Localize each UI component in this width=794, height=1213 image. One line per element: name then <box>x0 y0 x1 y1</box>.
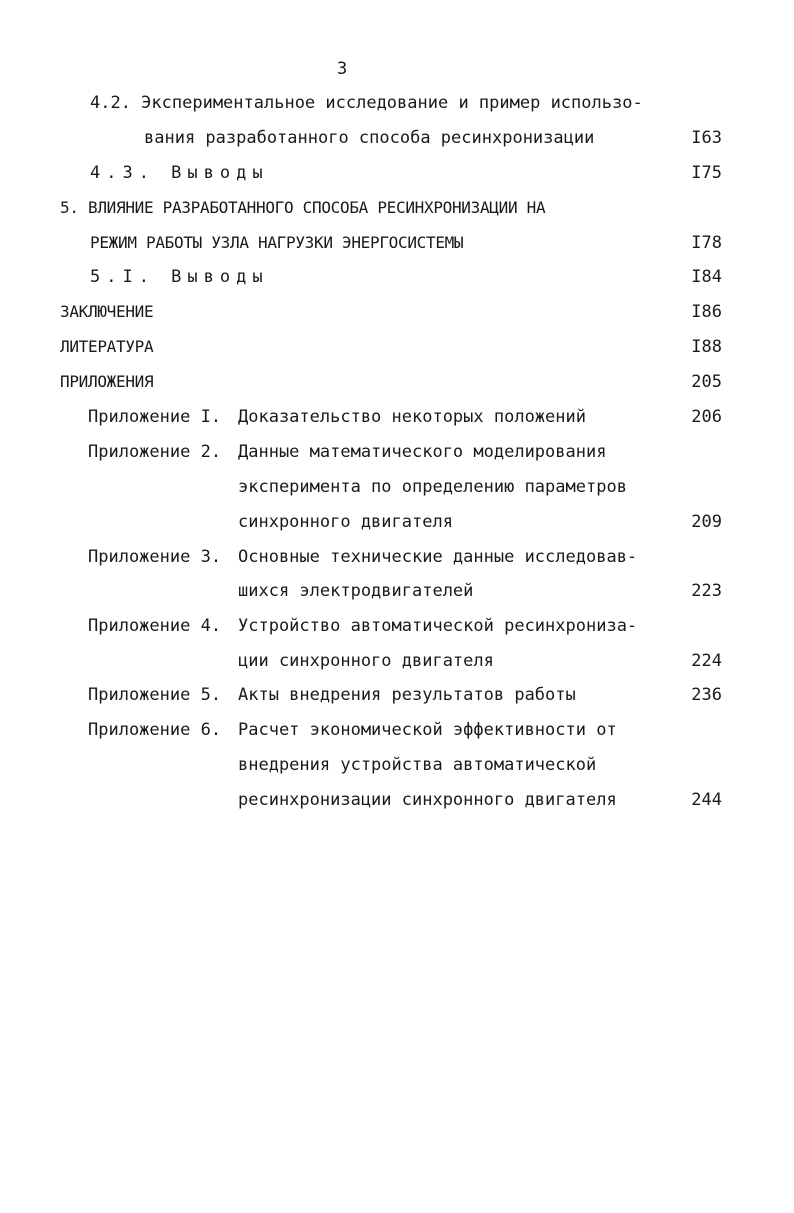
appendix-4-line1: Устройство автоматической ресинхрониза- <box>238 616 638 636</box>
toc-entry-4-2-page: I63 <box>691 128 722 148</box>
appendix-6-line3: ресинхронизации синхронного двигателя <box>238 790 617 810</box>
page-number: 3 <box>337 59 348 79</box>
toc-entry-5-page: I78 <box>691 233 722 253</box>
appendix-1-label: Приложение I. <box>88 407 222 427</box>
toc-entry-5-line2: РЕЖИМ РАБОТЫ УЗЛА НАГРУЗКИ ЭНЕРГОСИСТЕМЫ <box>90 233 464 252</box>
appendix-2-line3: синхронного двигателя <box>238 512 453 532</box>
appendix-5-page: 236 <box>691 685 722 705</box>
toc-entry-literature-page: I88 <box>691 337 722 357</box>
toc-entry-literature: ЛИТЕРАТУРА <box>60 337 154 356</box>
toc-entry-5-line1: 5. ВЛИЯНИЕ РАЗРАБОТАННОГО СПОСОБА РЕСИНХРОНИЗАЦИИ НА <box>60 198 546 217</box>
toc-entry-5-1-page: I84 <box>691 267 722 287</box>
appendix-5-label: Приложение 5. <box>88 685 222 705</box>
appendix-6-label: Приложение 6. <box>88 720 222 740</box>
toc-entry-appendices: ПРИЛОЖЕНИЯ <box>60 372 154 391</box>
toc-entry-conclusion-page: I86 <box>691 302 722 322</box>
toc-entry-4-3-page: I75 <box>691 163 722 183</box>
appendix-4-page: 224 <box>691 651 722 671</box>
appendix-3-label: Приложение 3. <box>88 547 222 567</box>
appendix-3-line1: Основные технические данные исследовав- <box>238 547 638 567</box>
appendix-2-line1: Данные математического моделирования <box>238 442 607 462</box>
toc-entry-4-2-line1: 4.2. Экспериментальное исследование и пример использо- <box>90 93 643 113</box>
appendix-1-line1: Доказательство некоторых положений <box>238 407 586 427</box>
appendix-6-page: 244 <box>691 790 722 810</box>
appendix-3-line2: шихся электродвигателей <box>238 581 474 601</box>
toc-entry-5-1: 5.I. Выводы <box>90 267 269 287</box>
toc-entry-conclusion: ЗАКЛЮЧЕНИЕ <box>60 302 154 321</box>
appendix-6-line2: внедрения устройства автоматической <box>238 755 597 775</box>
appendix-2-page: 209 <box>691 512 722 532</box>
appendix-1-page: 206 <box>691 407 722 427</box>
appendix-4-label: Приложение 4. <box>88 616 222 636</box>
toc-entry-appendices-page: 205 <box>691 372 722 392</box>
toc-entry-4-3: 4.3. Выводы <box>90 163 269 183</box>
appendix-4-line2: ции синхронного двигателя <box>238 651 494 671</box>
appendix-6-line1: Расчет экономической эффективности от <box>238 720 617 740</box>
appendix-2-label: Приложение 2. <box>88 442 222 462</box>
appendix-5-line1: Акты внедрения результатов работы <box>238 685 576 705</box>
toc-entry-4-2-line2: вания разработанного способа ресинхронизации <box>144 128 595 148</box>
appendix-2-line2: эксперимента по определению параметров <box>238 477 627 497</box>
appendix-3-page: 223 <box>691 581 722 601</box>
